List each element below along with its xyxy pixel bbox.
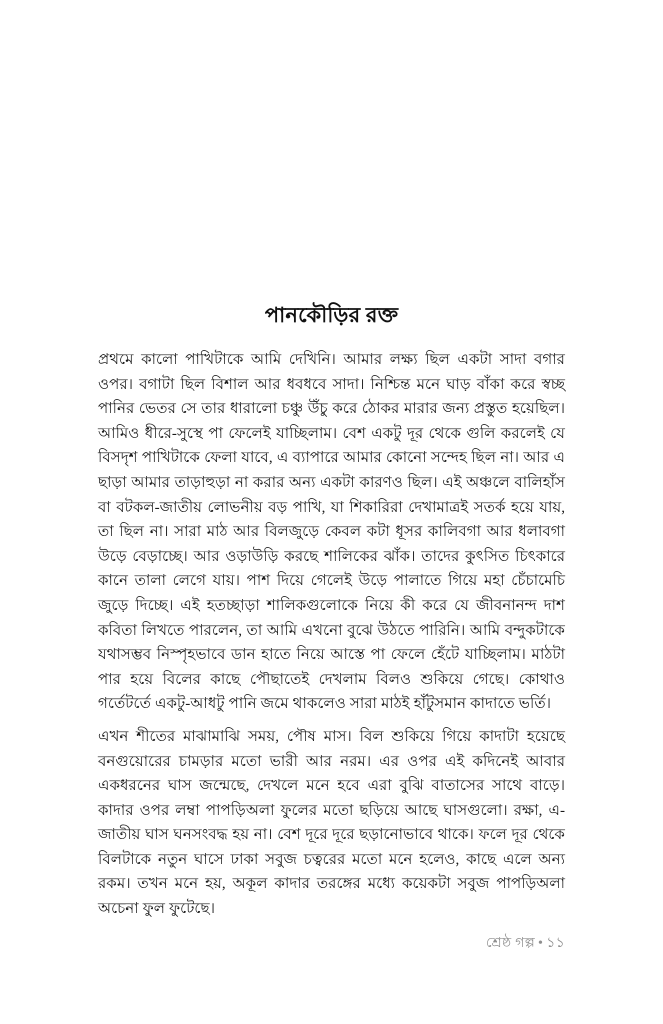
page-content	[98, 0, 565, 1024]
page-footer	[98, 934, 565, 954]
story-paragraph: প্রথমে কালো পাখিটাকে আমি দেখিনি। আমার লক্ষ্য ছিল একটা সাদা বগার ওপর। বগাটা ছিল বিশাল আর ধবধবে সাদা। নিশ্চিন্ত মনে ঘাড় বাঁকা করে স্বচ্ছ পানির ভেতর সে তার ধারালো চঞ্চু উঁচু করে ঠোকর মারার জন্য প্রস্তুত হয়েছিল। আমিও ধীরে-সুস্থে পা ফেলেই যাচ্ছিলাম। বেশ একটু দূর থেকে গুলি করলেই যে বিসদৃশ পাখিটাকে ফেলা যাবে, এ ব্যাপারে আমার কোনো সন্দেহ ছিল না। আর এ ছাড়া আমার তাড়াহুড়া না করার অন্য একটা কারণও ছিল। এই অঞ্চলে বালিহাঁস বা বটকল-জাতীয় লোভনীয় বড় পাখি, যা শিকারিরা দেখামাত্রই সতর্ক হয়ে যায়, তা ছিল না। সারা মাঠ আর বিলজুড়ে কেবল কটা ধূসর কালিবগা আর ধলাবগা উড়ে বেড়াচ্ছে। আর ওড়াউড়ি করছে শালিকের ঝাঁক। তাদের কুৎসিত চিৎকারে কানে তালা লেগে যায়। পাশ দিয়ে গেলেই উড়ে পালাতে গিয়ে মহা চেঁচামেচি জুড়ে দিচ্ছে। এই হতচ্ছাড়া শালিকগুলোকে নিয়ে কী করে যে জীবনানন্দ দাশ কবিতা লিখতে পারলেন, তা আমি এখনো বুঝে উঠতে পারিনি। আমি বন্দুকটাকে যথাসম্ভব নিস্পৃহভাবে ডান হাতে নিয়ে আস্তে পা ফেলে হেঁটে যাচ্ছিলাম। মাঠটা পার হয়ে বিলের কাছে পৌছাতেই দেখলাম বিলও শুকিয়ে গেছে। কোথাও গর্তেটর্তে একটু-আধটু পানি জমে থাকলেও সারা মাঠই হাঁটুসমান কাদাতে ভর্তি।	[98, 352, 565, 713]
footer-separator-dot: •	[538, 936, 544, 951]
story-paragraph: এখন শীতের মাঝামাঝি সময়, পৌষ মাস। বিল শুকিয়ে গিয়ে কাদাটা হয়েছে বনগুয়োরের চামড়ার মতো ভারী আর নরম। এর ওপর এই কদিনেই আবার একধরনের ঘাস জন্মেছে, দেখলে মনে হবে এরা বুঝি বাতাসের সাথে বাড়ে। কাদার ওপর লম্বা পাপড়িঅলা ফুলের মতো ছড়িয়ে আছে ঘাসগুলো। রক্ষা, এ-জাতীয় ঘাস ঘনসংবদ্ধ হয় না। বেশ দূরে দূরে ছড়ানোভাবে থাকে। ফলে দূর থেকে বিলটাকে নতুন ঘাসে ঢাকা সবুজ চত্বরের মতো মনে হলেও, কাছে এলে অন্য রকম। তখন মনে হয়, অকূল কাদার তরঙ্গের মধ্যে কয়েকটা সবুজ পাপড়িঅলা অচেনা ফুল ফুটেছে।	[98, 728, 565, 918]
footer-page-number: ১১	[546, 936, 565, 951]
story-title: পানকৌড়ির রক্ত	[264, 303, 399, 328]
story-body	[98, 348, 565, 922]
footer-book-title: শ্রেষ্ঠ গল্প	[485, 936, 536, 951]
